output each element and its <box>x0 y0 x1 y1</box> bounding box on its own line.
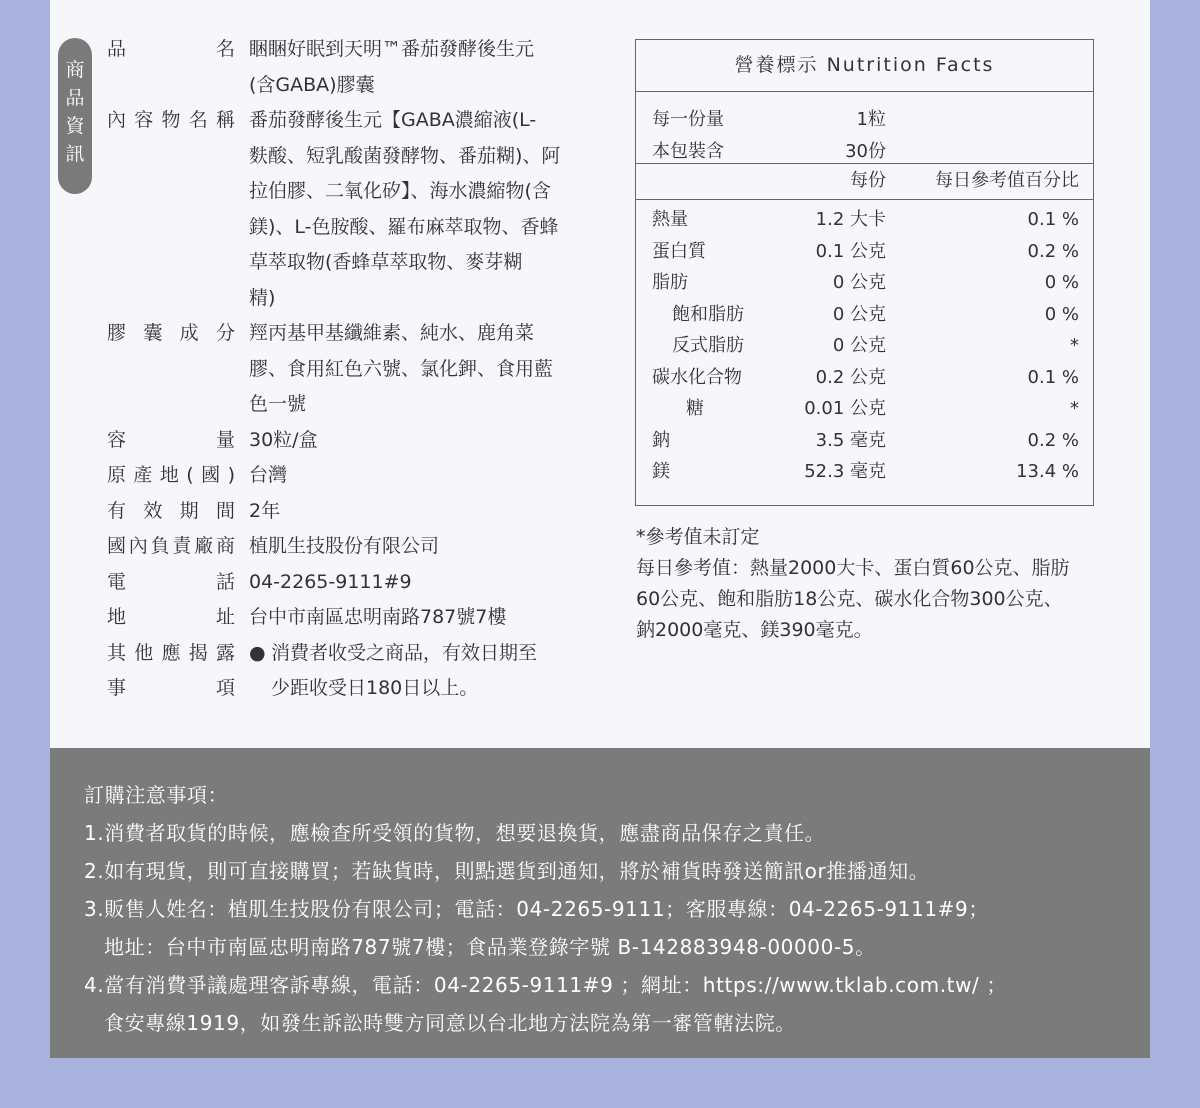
nutrition-row: 鈉 3.5 毫克 0.2 % <box>652 429 1079 451</box>
info-row-name <box>107 32 577 103</box>
order-notice-item: 1.消費者取貨的時候，應檢查所受領的貨物，想要退換貨，應盡商品保存之責任。 <box>84 821 826 845</box>
product-info-list <box>107 32 577 707</box>
info-label: 地址 <box>107 606 235 628</box>
info-row-address <box>107 600 577 636</box>
info-label: 內容物名稱 <box>107 109 235 131</box>
info-value: 植肌生技股份有限公司 <box>249 535 440 557</box>
info-label: 其他應揭露 <box>107 641 235 664</box>
nutrition-title: 營養標示 Nutrition Facts <box>636 40 1093 92</box>
nutrition-row: 反式脂肪 0 公克 * <box>672 335 1079 356</box>
info-row-contents <box>107 103 577 316</box>
info-label: 有效期間 <box>107 499 235 522</box>
nutrition-rows <box>636 200 1093 488</box>
info-row-capsule <box>107 316 577 423</box>
info-value: 30粒/盒 <box>249 428 318 451</box>
nutrition-row: 蛋白質 0.1 公克 0.2 % <box>652 240 1079 262</box>
tab-char: 品 <box>65 87 85 109</box>
info-value: 04-2265-9111#9 <box>249 570 412 593</box>
nutrition-row: 碳水化合物 0.2 公克 0.1 % <box>652 366 1079 388</box>
info-label: 容量 <box>107 428 235 451</box>
nutrition-serving: 每一份量 1粒 本包裝含 30份 <box>636 92 1093 164</box>
nutrition-facts-table <box>635 39 1094 506</box>
nutrition-notes: *參考值未訂定 每日參考值：熱量2000大卡、蛋白質60公克、脂肪 60公克、飽和脂肪18公克、碳水化合物300公克、 鈉2000毫克、鎂390毫克。 <box>636 526 1070 641</box>
order-notice-title: 訂購注意事項： <box>84 783 229 807</box>
info-label: 電話 <box>107 570 235 593</box>
info-label: 膠囊成分 <box>107 322 235 344</box>
nutrition-row: 脂肪 0 公克 0 % <box>652 272 1079 293</box>
bullet-icon: ● <box>249 641 266 664</box>
info-label: 事項 <box>107 677 235 699</box>
info-value: 台灣 <box>249 464 288 486</box>
info-row-volume <box>107 423 577 459</box>
nutrition-row: 飽和脂肪 0 公克 0 % <box>672 303 1079 325</box>
info-row-other <box>107 636 577 707</box>
info-row-maker <box>107 529 577 565</box>
info-value: ● 消費者收受之商品，有效日期至 少距收受日180日以上。 <box>249 636 569 707</box>
order-notice-item: 4.當有消費爭議處理客訴專線，電話：04-2265-9111#9 ；網址：https://www.tklab.com.tw/ ； <box>84 973 1007 997</box>
info-value: 羥丙基甲基纖維素、純水、鹿角菜 膠、食用紅色六號、氯化鉀、食用藍 色一號 <box>249 322 554 415</box>
tab-char: 商 <box>65 59 85 81</box>
order-notice-item: 2.如有現貨，則可直接購買；若缺貨時，則點選貨到通知，將於補貨時發送簡訊or推播通知。 <box>84 859 930 883</box>
order-notice-item: 3.販售人姓名：植肌生技股份有限公司；電話：04-2265-9111；客服專線：04-2265-9111#9； <box>84 897 989 921</box>
info-row-phone <box>107 565 577 601</box>
nutrition-row: 熱量 1.2 大卡 0.1 % <box>652 209 1079 230</box>
order-notice-item-cont: 食安專線1919，如發生訴訟時雙方同意以台北地方法院為第一審管轄法院。 <box>104 1011 796 1035</box>
nutrition-row: 糖 0.01 公克 * <box>686 398 1079 419</box>
tab-char: 資 <box>65 115 85 137</box>
info-row-origin <box>107 458 577 494</box>
info-label: 原產地(國) <box>107 464 235 486</box>
product-info-tab <box>58 38 92 194</box>
info-value: 番茄發酵後生元【GABA濃縮液(L- 麩酸、短乳酸菌發酵物、番茄糊)、阿 拉伯膠、二氧化矽】、海水濃縮物(含 鎂)、L-色胺酸、羅布麻萃取物、香蜂 草萃取物(香蜂草萃取物、麥芽糊 精) <box>249 109 561 309</box>
tab-char: 訊 <box>65 143 85 165</box>
nutrition-row: 鎂 52.3 毫克 13.4 % <box>652 461 1079 482</box>
order-notice-panel <box>50 748 1150 1058</box>
order-notice-item-cont: 地址：台中市南區忠明南路787號7樓；食品業登錄字號 B-142883948-00000-5。 <box>104 935 876 959</box>
info-row-expiry <box>107 494 577 530</box>
info-label: 國內負責廠商 <box>107 535 235 557</box>
info-label: 品名 <box>107 38 235 60</box>
nutrition-header: 每份 每日參考值百分比 <box>636 164 1093 200</box>
info-value: 台中市南區忠明南路787號7樓 <box>249 606 507 628</box>
info-value: 2年 <box>249 499 281 522</box>
info-value: 睏睏好眠到天明™番茄發酵後生元 (含GABA)膠囊 <box>249 38 535 96</box>
